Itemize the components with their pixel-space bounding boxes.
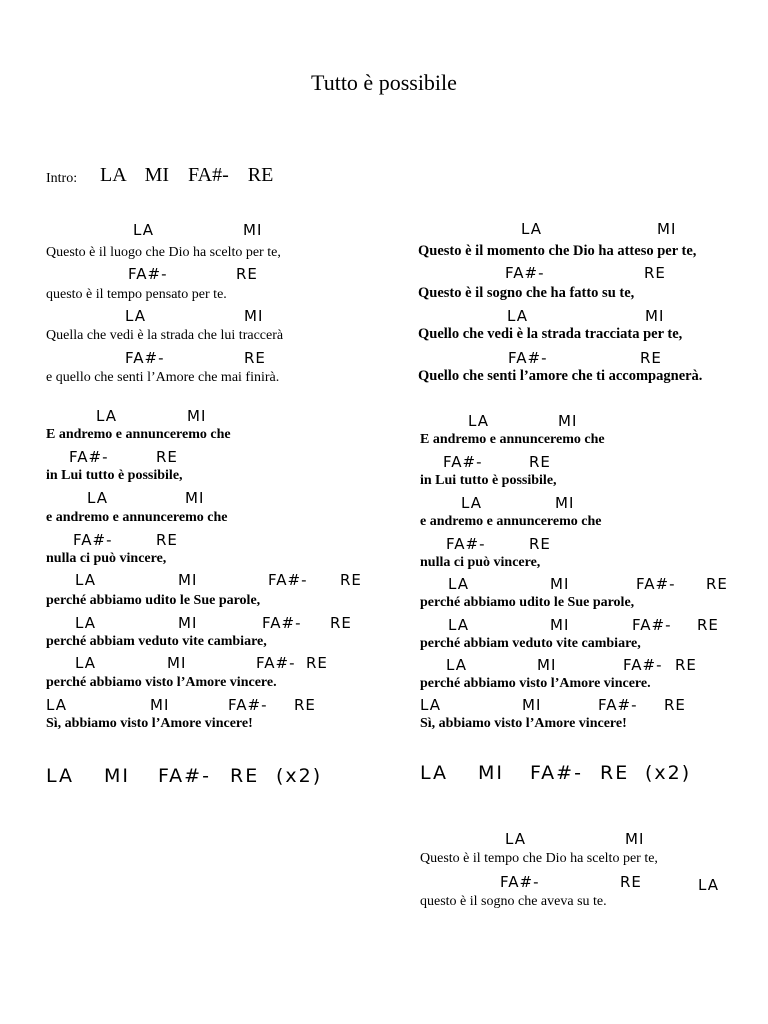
intro-chord: MI — [144, 164, 170, 186]
chord: FA#- — [500, 873, 540, 891]
chord: LA — [133, 221, 154, 239]
chord: RE — [600, 762, 630, 784]
chord: MI — [150, 696, 170, 714]
chord: FA#- — [623, 656, 663, 674]
chord: LA — [507, 307, 528, 325]
song-title: Tutto è possibile — [311, 70, 457, 95]
lyric-line: Quella che vedi è la strada che lui traccerà — [46, 328, 284, 343]
chord: FA#- — [158, 765, 211, 787]
chord: FA#- — [268, 571, 308, 589]
chord: MI — [178, 571, 198, 589]
chord: LA — [96, 407, 117, 425]
lyric-line: in Lui tutto è possibile, — [420, 473, 557, 488]
lyric-line: perché abbiamo visto l’Amore vincere. — [46, 675, 277, 690]
chord: LA — [521, 220, 542, 238]
intro-chord: RE — [247, 164, 274, 186]
lyric-line: Quello che senti l’amore che ti accompagnerà. — [418, 368, 703, 384]
lyric-line: perché abbiamo udito le Sue parole, — [420, 595, 635, 610]
chord: FA#- — [446, 535, 486, 553]
chord: RE — [156, 448, 178, 466]
lyric-line: in Lui tutto è possibile, — [46, 468, 183, 483]
chord: RE — [620, 873, 642, 891]
chord: FA#- — [636, 575, 676, 593]
chord: LA — [698, 876, 719, 894]
chord: RE — [340, 571, 362, 589]
chord: (x2) — [276, 765, 323, 787]
chord: RE — [706, 575, 728, 593]
chord: RE — [236, 265, 258, 283]
intro-chord: LA — [100, 164, 126, 186]
chord: FA#- — [443, 453, 483, 471]
lyric-line: Sì, abbiamo visto l’Amore vincere! — [46, 716, 253, 731]
intro-chords — [100, 164, 273, 187]
lyric-line: Questo è il luogo che Dio ha scelto per te, — [46, 245, 281, 260]
lyric-line: nulla ci può vincere, — [46, 551, 167, 566]
chord: FA#- — [228, 696, 268, 714]
chord: MI — [550, 575, 570, 593]
chord: MI — [178, 614, 198, 632]
chord: LA — [448, 616, 469, 634]
chord: MI — [537, 656, 557, 674]
chord: FA#- — [505, 264, 545, 282]
chord: MI — [645, 307, 665, 325]
chord: RE — [294, 696, 316, 714]
chord: LA — [125, 307, 146, 325]
chord: MI — [244, 307, 264, 325]
chord: MI — [550, 616, 570, 634]
chord: FA#- — [73, 531, 113, 549]
chord: RE — [675, 656, 697, 674]
lyric-line: questo è il tempo pensato per te. — [46, 287, 227, 302]
chord: FA#- — [128, 265, 168, 283]
chord: FA#- — [256, 654, 296, 672]
chord: LA — [75, 614, 96, 632]
chord: LA — [505, 830, 526, 848]
chord: RE — [529, 453, 551, 471]
lyric-line: nulla ci può vincere, — [420, 555, 541, 570]
chord: LA — [446, 656, 467, 674]
chord: RE — [697, 616, 719, 634]
chord: MI — [657, 220, 677, 238]
chord: FA#- — [598, 696, 638, 714]
chord: FA#- — [69, 448, 109, 466]
chord: MI — [104, 765, 130, 787]
chord: RE — [640, 349, 662, 367]
lyric-line: Questo è il tempo che Dio ha scelto per te, — [420, 851, 658, 866]
chord: LA — [420, 762, 449, 784]
lyric-line: perché abbiam veduto vite cambiare, — [46, 634, 267, 649]
chord: FA#- — [632, 616, 672, 634]
intro-label: Intro: — [46, 171, 78, 186]
lyric-line: perché abbiam veduto vite cambiare, — [420, 636, 641, 651]
chord: LA — [461, 494, 482, 512]
lyric-line: e andremo e annunceremo che — [420, 514, 602, 529]
lyric-line: e andremo e annunceremo che — [46, 510, 228, 525]
lyric-line: Quello che vedi è la strada tracciata per te, — [418, 326, 683, 342]
chord: MI — [625, 830, 645, 848]
chord: MI — [185, 489, 205, 507]
lyric-line: Sì, abbiamo visto l’Amore vincere! — [420, 716, 627, 731]
chord: FA#- — [125, 349, 165, 367]
chord: (x2) — [645, 762, 692, 784]
intro-chord: FA#- — [188, 164, 229, 186]
lyric-line: Questo è il momento che Dio ha atteso per te, — [418, 243, 697, 259]
chord: RE — [529, 535, 551, 553]
lyric-line: e quello che senti l’Amore che mai finirà. — [46, 370, 280, 385]
chord: LA — [75, 654, 96, 672]
chord: LA — [420, 696, 441, 714]
chord: RE — [664, 696, 686, 714]
lyric-line: E andremo e annunceremo che — [420, 432, 605, 447]
chord: FA#- — [530, 762, 583, 784]
chord: MI — [243, 221, 263, 239]
chord: LA — [87, 489, 108, 507]
chord: RE — [244, 349, 266, 367]
chord: FA#- — [262, 614, 302, 632]
chord: MI — [167, 654, 187, 672]
chord: MI — [478, 762, 504, 784]
chord: LA — [448, 575, 469, 593]
lyric-line: perché abbiamo udito le Sue parole, — [46, 593, 261, 608]
chord: RE — [306, 654, 328, 672]
chord: LA — [46, 696, 67, 714]
chord: MI — [555, 494, 575, 512]
chord: LA — [46, 765, 75, 787]
chord: MI — [187, 407, 207, 425]
chord: RE — [330, 614, 352, 632]
lyric-line: E andremo e annunceremo che — [46, 427, 231, 442]
chord: MI — [522, 696, 542, 714]
chord: RE — [156, 531, 178, 549]
lyric-line: perché abbiamo visto l’Amore vincere. — [420, 676, 651, 691]
chord: MI — [558, 412, 578, 430]
chord: RE — [230, 765, 260, 787]
lyric-line: Questo è il sogno che ha fatto su te, — [418, 285, 635, 301]
chord: LA — [75, 571, 96, 589]
chord: RE — [644, 264, 666, 282]
lyric-line: questo è il sogno che aveva su te. — [420, 894, 607, 909]
chord: LA — [468, 412, 489, 430]
chord: FA#- — [508, 349, 548, 367]
